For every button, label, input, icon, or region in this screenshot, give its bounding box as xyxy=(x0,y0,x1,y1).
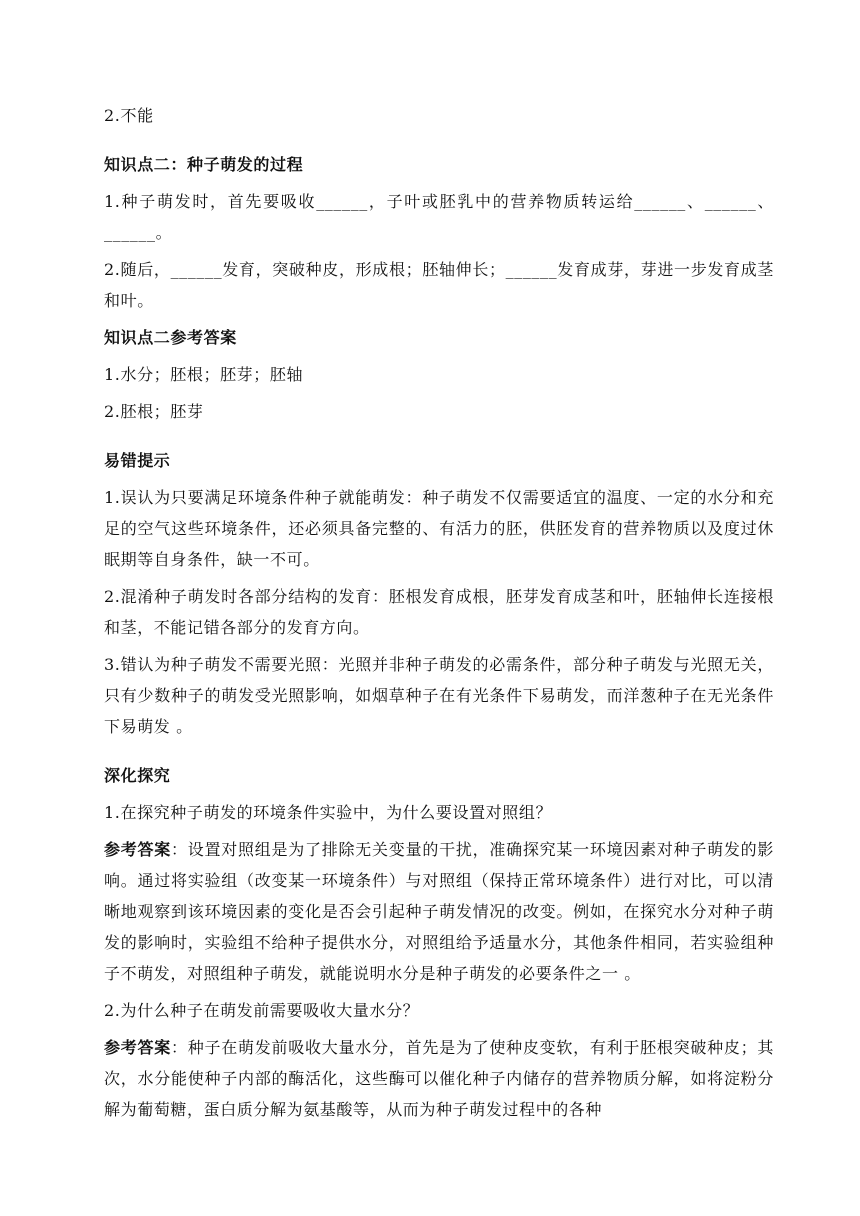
question-item: 1.种子萌发时，首先要吸收______，子叶或胚乳中的营养物质转运给______、______、______。 xyxy=(104,192,774,242)
answer-item: 2.胚根；胚芽 xyxy=(104,402,204,421)
inquiry-answer xyxy=(104,1032,774,1125)
pitfall-item: 1.误认为只要满足环境条件种子就能萌发：种子萌发不仅需要适宜的温度、一定的水分和充足的空气这些环境条件，还必须具备完整的、有活力的胚，供胚发育的营养物质以及度过休眠期等自身条件，缺一不可。 xyxy=(104,488,774,569)
answer-label: 参考答案 xyxy=(104,840,172,859)
pitfall-item: 2.混淆种子萌发时各部分结构的发育：胚根发育成根，胚芽发育成茎和叶，胚轴伸长连接根和茎，不能记错各部分的发育方向。 xyxy=(104,587,774,637)
answer-label: 参考答案 xyxy=(104,1038,172,1057)
inquiry-question: 2.为什么种子在萌发前需要吸收大量水分？ xyxy=(104,1001,420,1020)
answer-text: ：设置对照组是为了排除无关变量的干扰，准确探究某一环境因素对种子萌发的影响。通过将实验组（改变某一环境条件）与对照组（保持正常环境条件）进行对比，可以清晰地观察到该环境因素的变化是否会引起种子萌发情况的改变。例如，在探究水分对种子萌发的影响时，实验组不给种子提供水分，对照组给予适量水分，其他条件相同，若实验组种子不萌发，对照组种子萌发，就能说明水分是种子萌发的必要条件之一 。 xyxy=(104,840,774,983)
pitfall-item: 3.错认为种子萌发不需要光照：光照并非种子萌发的必需条件，部分种子萌发与光照无关，只有少数种子的萌发受光照影响，如烟草种子在有光条件下易萌发，而洋葱种子在无光条件下易萌发 。 xyxy=(104,655,774,736)
answer-heading: 知识点二参考答案 xyxy=(104,328,237,347)
inquiry-question: 1.在探究种子萌发的环境条件实验中，为什么要设置对照组？ xyxy=(104,803,553,822)
section-heading-pitfalls: 易错提示 xyxy=(104,451,171,470)
answer-line: 2.不能 xyxy=(104,106,154,125)
section-heading-process: 知识点二：种子萌发的过程 xyxy=(104,155,304,174)
question-item: 2.随后，______发育，突破种皮，形成根；胚轴伸长；______发育成芽，芽进一步发育成茎和叶。 xyxy=(104,260,774,310)
inquiry-answer xyxy=(104,834,774,989)
answer-item: 1.水分；胚根；胚芽；胚轴 xyxy=(104,365,304,384)
answer-text: ：种子在萌发前吸收大量水分，首先是为了使种皮变软，有利于胚根突破种皮；其次，水分能使种子内部的酶活化，这些酶可以催化种子内储存的营养物质分解，如将淀粉分解为葡萄糖，蛋白质分解为氨基酸等，从而为种子萌发过程中的各种 xyxy=(104,1038,774,1119)
section-heading-inquiry: 深化探究 xyxy=(104,766,171,785)
